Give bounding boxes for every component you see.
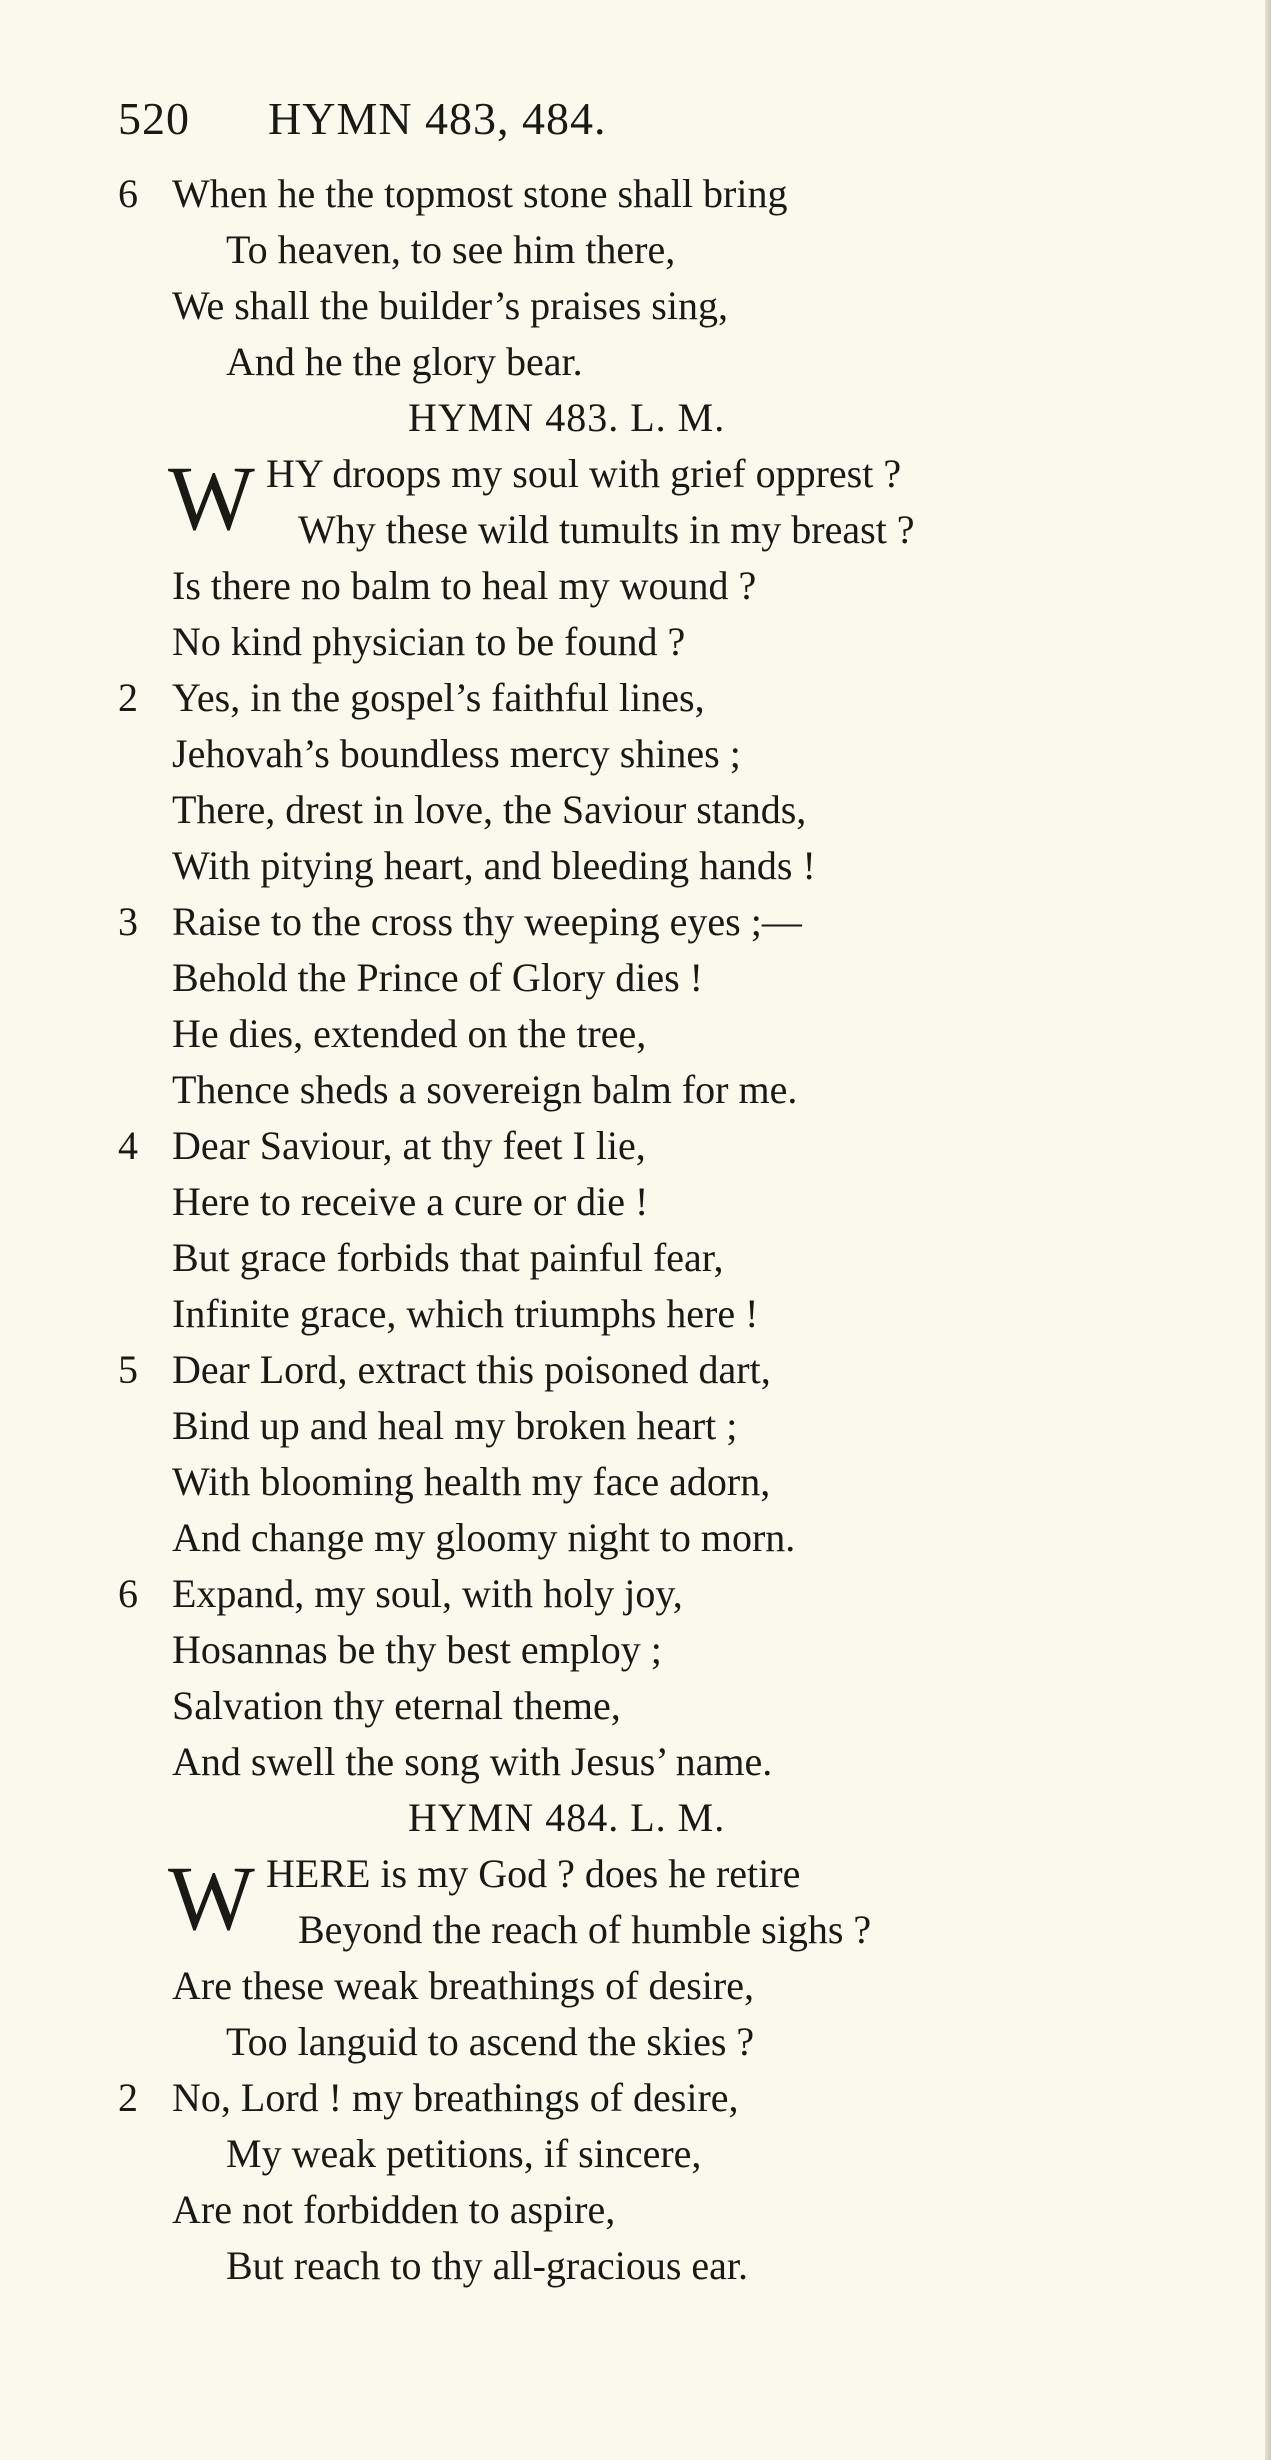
verse-line: 3 Raise to the cross thy weeping eyes ;— <box>118 894 1198 950</box>
verse-line: Here to receive a cure or die ! <box>172 1179 649 1224</box>
verse-line: 6 When he the topmost stone shall bring <box>118 166 1198 222</box>
verse-line: W HERE is my God ? does he retire <box>168 1847 801 1949</box>
verse-line: Bind up and heal my broken heart ; <box>172 1403 738 1448</box>
verse-line: With blooming health my face adorn, <box>172 1459 771 1504</box>
hymn-text <box>118 166 1198 2294</box>
verse-number: 6 <box>118 171 138 216</box>
verse-line: But grace forbids that painful fear, <box>172 1235 724 1280</box>
verse-line: And he the glory bear. <box>226 339 583 384</box>
verse-line: No kind physician to be found ? <box>172 619 686 664</box>
verse-number: 4 <box>118 1123 138 1168</box>
verse-line: Jehovah’s boundless mercy shines ; <box>172 731 741 776</box>
verse-line: 4 Dear Saviour, at thy feet I lie, <box>118 1118 1198 1174</box>
verse-line: Why these wild tumults in my breast ? <box>298 507 915 552</box>
hymn-484-title: HYMN 484. L. M. <box>408 1795 726 1840</box>
verse-number: 2 <box>118 2075 138 2120</box>
page-number: 520 <box>118 93 190 144</box>
verse-line: And swell the song with Jesus’ name. <box>172 1739 773 1784</box>
verse-line: He dies, extended on the tree, <box>172 1011 647 1056</box>
verse-line: Hosannas be thy best employ ; <box>172 1627 662 1672</box>
running-header <box>118 92 607 145</box>
verse-line: Salvation thy eternal theme, <box>172 1683 621 1728</box>
drop-cap: W <box>168 447 255 549</box>
verse-line: W HY droops my soul with grief opprest ? <box>168 447 902 549</box>
verse-line: With pitying heart, and bleeding hands ! <box>172 843 816 888</box>
verse-line: We shall the builder’s praises sing, <box>172 283 728 328</box>
page-edge <box>1265 0 1271 2460</box>
verse-line: 2 Yes, in the gospel’s faithful lines, <box>118 670 1198 726</box>
verse-number: 3 <box>118 899 138 944</box>
verse-number: 5 <box>118 1347 138 1392</box>
verse-line: 2 No, Lord ! my breathings of desire, <box>118 2070 1198 2126</box>
verse-number: 2 <box>118 675 138 720</box>
verse-line: But reach to thy all-gracious ear. <box>226 2243 749 2288</box>
verse-line: 6 Expand, my soul, with holy joy, <box>118 1566 1198 1622</box>
verse-number: 6 <box>118 1571 138 1616</box>
verse-line: Too languid to ascend the skies ? <box>226 2019 755 2064</box>
verse-line: There, drest in love, the Saviour stands, <box>172 787 807 832</box>
drop-cap: W <box>168 1847 255 1949</box>
verse-line: And change my gloomy night to morn. <box>172 1515 796 1560</box>
hymn-483-title: HYMN 483. L. M. <box>408 395 726 440</box>
verse-line: Is there no balm to heal my wound ? <box>172 563 757 608</box>
verse-line: Are these weak breathings of desire, <box>172 1963 754 2008</box>
header-title: HYMN 483, 484. <box>268 93 607 144</box>
verse-line: Beyond the reach of humble sighs ? <box>298 1907 872 1952</box>
verse-line: To heaven, to see him there, <box>226 227 676 272</box>
verse-line: Behold the Prince of Glory dies ! <box>172 955 703 1000</box>
verse-line: Thence sheds a sovereign balm for me. <box>172 1067 798 1112</box>
verse-line: Infinite grace, which triumphs here ! <box>172 1291 759 1336</box>
verse-line: 5 Dear Lord, extract this poisoned dart, <box>118 1342 1198 1398</box>
verse-line: My weak petitions, if sincere, <box>226 2131 702 2176</box>
verse-line: Are not forbidden to aspire, <box>172 2187 616 2232</box>
